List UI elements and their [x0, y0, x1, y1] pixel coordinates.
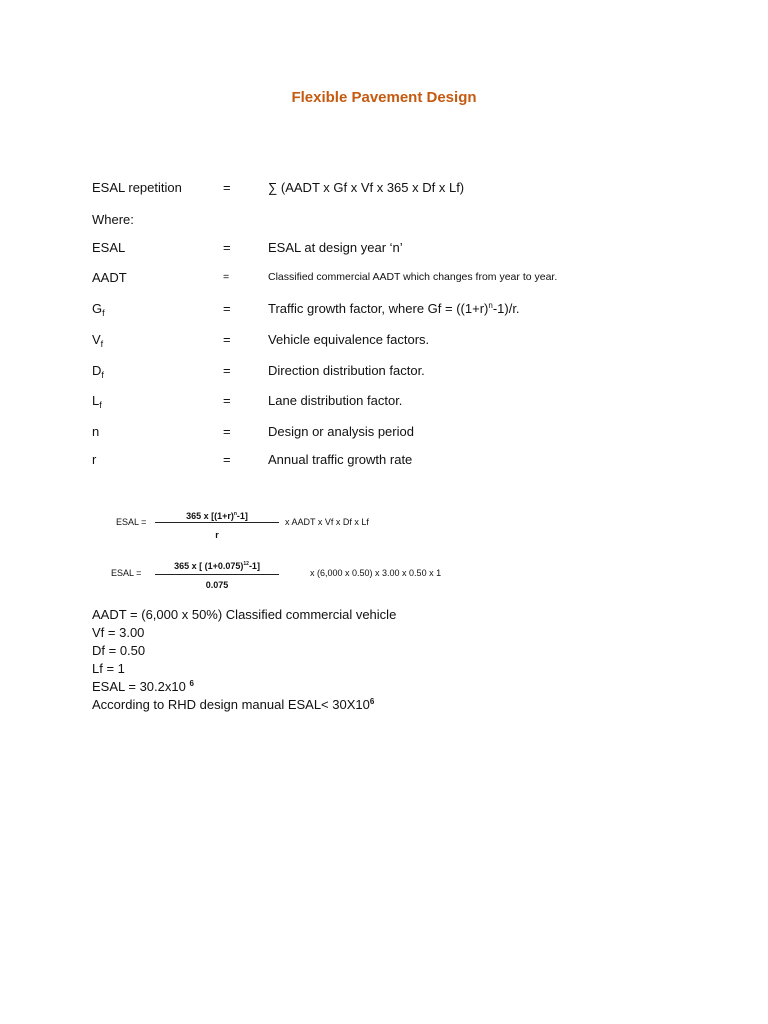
esal-repetition-label: ESAL repetition	[92, 180, 182, 195]
rhd-comparison: According to RHD design manual ESAL< $30X10^6$	[92, 697, 375, 712]
def-vf-equals: =	[223, 332, 231, 347]
formula2-numerator: 365 x [ $(1+0.075)^{12}-1$]	[174, 561, 260, 571]
where-label: Where:	[92, 212, 134, 227]
def-lf-equals: =	[223, 393, 231, 408]
lf-value: Lf = 1	[92, 661, 125, 676]
formula2-rhs: x (6,000 x 0.50) x 3.00 x 0.50 x 1	[310, 568, 442, 578]
def-gf-desc: Traffic growth factor, where $Gf = ((1+r)^n-1)/r$.	[268, 301, 520, 316]
def-gf-equals: =	[223, 301, 231, 316]
def-df-equals: =	[223, 363, 231, 378]
esal-result: ESAL = 30.2x10 $^6$	[92, 679, 194, 694]
def-r-symbol: r	[92, 452, 97, 467]
def-esal-desc: ESAL at design year ‘n’	[268, 240, 403, 255]
def-df-desc: Direction distribution factor.	[268, 363, 425, 378]
aadt-value: AADT = (6,000 x 50%) Classified commercial vehicle	[92, 607, 397, 622]
formula1-lhs: ESAL =	[116, 517, 147, 527]
formula1-denominator: r	[215, 530, 219, 540]
def-esal-symbol: ESAL	[92, 240, 126, 255]
formula1-numerator: 365 x $[(1+r)^n-1]$	[186, 511, 248, 521]
def-aadt-equals: =	[223, 271, 230, 283]
def-n-desc: Design or analysis period	[268, 424, 414, 439]
formula1-rhs: x AADT x Vf x Df x Lf	[285, 517, 369, 527]
formula2-fraction-bar	[155, 574, 279, 575]
def-vf-desc: Vehicle equivalence factors.	[268, 332, 430, 347]
esal-repetition-equals: =	[223, 180, 231, 195]
def-aadt-desc: Classified commercial AADT which changes from year to year.	[268, 271, 558, 283]
def-vf-symbol: $V_f$	[92, 332, 104, 349]
def-df-symbol: $D_f$	[92, 363, 104, 380]
def-esal-equals: =	[223, 240, 231, 255]
page-title: Flexible Pavement Design	[291, 89, 477, 106]
formula1-fraction-bar	[155, 522, 279, 523]
def-lf-symbol: $L_f$	[92, 393, 102, 410]
esal-repetition-formula: ∑ (AADT x Gf x Vf x 365 x Df x Lf)	[268, 180, 465, 195]
def-lf-desc: Lane distribution factor.	[268, 393, 403, 408]
def-gf-symbol: $G_f$	[92, 301, 105, 318]
df-value: Df = 0.50	[92, 643, 146, 658]
def-n-equals: =	[223, 424, 231, 439]
def-n-symbol: n	[92, 424, 100, 439]
formula2-lhs: ESAL =	[111, 568, 142, 578]
def-r-desc: Annual traffic growth rate	[268, 452, 413, 467]
def-r-equals: =	[223, 452, 231, 467]
vf-value: Vf = 3.00	[92, 625, 145, 640]
def-aadt-symbol: AADT	[92, 270, 127, 285]
formula2-denominator: 0.075	[205, 580, 229, 590]
